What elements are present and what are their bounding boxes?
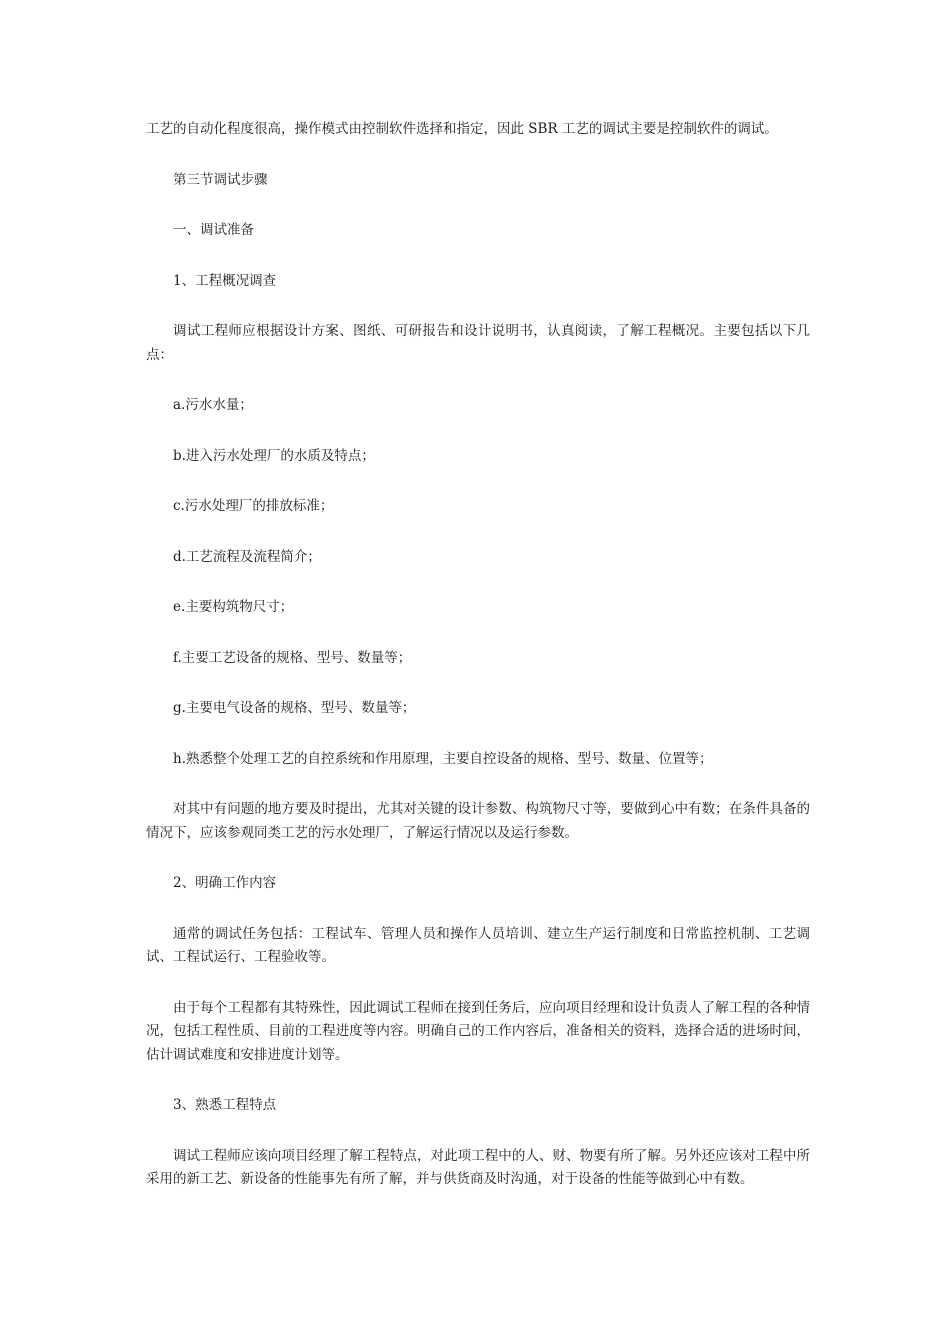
list-item: h.熟悉整个处理工艺的自控系统和作用原理，主要自控设备的规格、型号、数量、位置等；	[173, 750, 713, 767]
list-item: b.进入污水处理厂的水质及特点；	[173, 447, 375, 464]
item-heading: 1、工程概况调查	[173, 272, 277, 289]
list-item: a.污水水量；	[173, 397, 253, 413]
paragraph: 通常的调试任务包括：工程试车、管理人员和操作人员培训、建立生产运行制度和日常监控机制、工艺调试、工程试运行、工程验收等。	[146, 925, 810, 965]
section-heading: 第三节调试步骤	[173, 171, 268, 188]
list-item: c.污水处理厂的排放标准；	[173, 498, 334, 514]
item-heading: 3、熟悉工程特点	[173, 1097, 277, 1113]
list-item: g.主要电气设备的规格、型号、数量等；	[173, 700, 416, 716]
paragraph-continuation: 工艺的自动化程度很高，操作模式由控制软件选择和指定，因此 SBR 工艺的调试主要是控制软件的调试。	[146, 121, 778, 137]
item-heading: 2、明确工作内容	[173, 875, 277, 891]
list-item: f.主要工艺设备的规格、型号、数量等；	[173, 649, 412, 666]
list-item: e.主要构筑物尺寸；	[173, 599, 294, 615]
paragraph: 调试工程师应根据设计方案、图纸、可研报告和设计说明书，认真阅读，了解工程概况。主要包括以下几点：	[146, 323, 810, 363]
paragraph: 对其中有问题的地方要及时提出，尤其对关键的设计参数、构筑物尺寸等，要做到心中有数；在条件具备的情况下，应该参观同类工艺的污水处理厂，了解运行情况以及运行参数。	[146, 801, 810, 841]
paragraph: 调试工程师应该向项目经理了解工程特点，对此项工程中的人、财、物要有所了解。另外还应该对工程中所采用的新工艺、新设备的性能事先有所了解，并与供货商及时沟通，对于设备的性能等做到心中有数。	[146, 1147, 810, 1187]
document-body	[146, 118, 810, 1219]
paragraph: 由于每个工程都有其特殊性，因此调试工程师在接到任务后，应向项目经理和设计负责人了解工程的各种情况，包括工程性质、目前的工程进度等内容。明确自己的工作内容后，准备相关的资料，选择合适的进场时间，估计调试难度和安排进度计划等。	[146, 999, 810, 1063]
list-item: d.工艺流程及流程简介；	[173, 548, 321, 565]
subsection-heading: 一、调试准备	[173, 222, 254, 238]
